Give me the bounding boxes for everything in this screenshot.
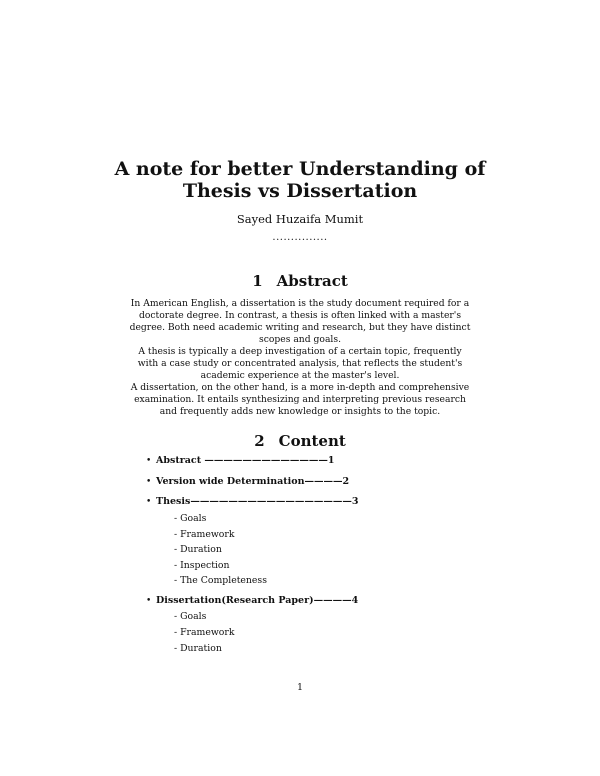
abstract-paragraph: A thesis is typically a deep investigation of a certain topic, frequently with a case study or concentrated analysis, that reflects the student's academic experience at the master's level. bbox=[137, 346, 463, 381]
contents-subitem: - Goals bbox=[174, 513, 207, 524]
section-title: Content bbox=[278, 432, 346, 450]
contents-item-label: Version wide Determination————2 bbox=[156, 476, 350, 487]
author-name: Sayed Huzaifa Mumit bbox=[236, 212, 364, 226]
title-line-1: A note for better Understanding of bbox=[114, 158, 486, 180]
contents-subitem: - Goals bbox=[174, 611, 207, 622]
contents-subitem: - Duration bbox=[174, 643, 222, 654]
contents-item-abstract bbox=[146, 455, 335, 466]
section-title: Abstract bbox=[276, 272, 348, 290]
contents-item-dissertation bbox=[146, 595, 358, 606]
contents-item-thesis bbox=[146, 496, 358, 507]
contents-item-label: Abstract —————————————1 bbox=[156, 455, 335, 466]
contents-subitem: - The Completeness bbox=[174, 575, 267, 586]
contents-subitem: - Duration bbox=[174, 544, 222, 555]
section-number: 2 bbox=[254, 432, 265, 450]
contents-subitem: - Framework bbox=[174, 627, 235, 638]
bullet-icon: • bbox=[146, 596, 152, 606]
section-heading-content bbox=[60, 432, 540, 450]
contents-subitem: - Inspection bbox=[174, 560, 230, 571]
contents-item-version bbox=[146, 476, 349, 487]
contents-item-label: Dissertation(Research Paper)————4 bbox=[156, 595, 359, 606]
abstract-paragraph: A dissertation, on the other hand, is a more in-depth and comprehensive examination. It entails synthesizing and interpreting previous research and frequently adds new knowledge or insights to the topic. bbox=[130, 382, 470, 417]
document-title bbox=[60, 158, 540, 202]
section-number: 1 bbox=[252, 272, 263, 290]
section-heading-abstract bbox=[60, 272, 540, 290]
page-number: 1 bbox=[296, 682, 304, 693]
contents-subitem: - Framework bbox=[174, 529, 235, 540]
bullet-icon: • bbox=[146, 477, 152, 487]
abstract-paragraph: In American English, a dissertation is the study document required for a doctorate degree. In contrast, a thesis is often linked with a master's degree. Both need academic writing and research, but they have distinct scopes and goals. bbox=[129, 298, 471, 345]
separator-dots: ............... bbox=[272, 232, 328, 243]
contents-item-label: Thesis—————————————————3 bbox=[156, 496, 359, 507]
abstract-body bbox=[128, 298, 472, 418]
title-line-2: Thesis vs Dissertation bbox=[182, 180, 418, 202]
bullet-icon: • bbox=[146, 456, 152, 466]
bullet-icon: • bbox=[146, 497, 152, 507]
